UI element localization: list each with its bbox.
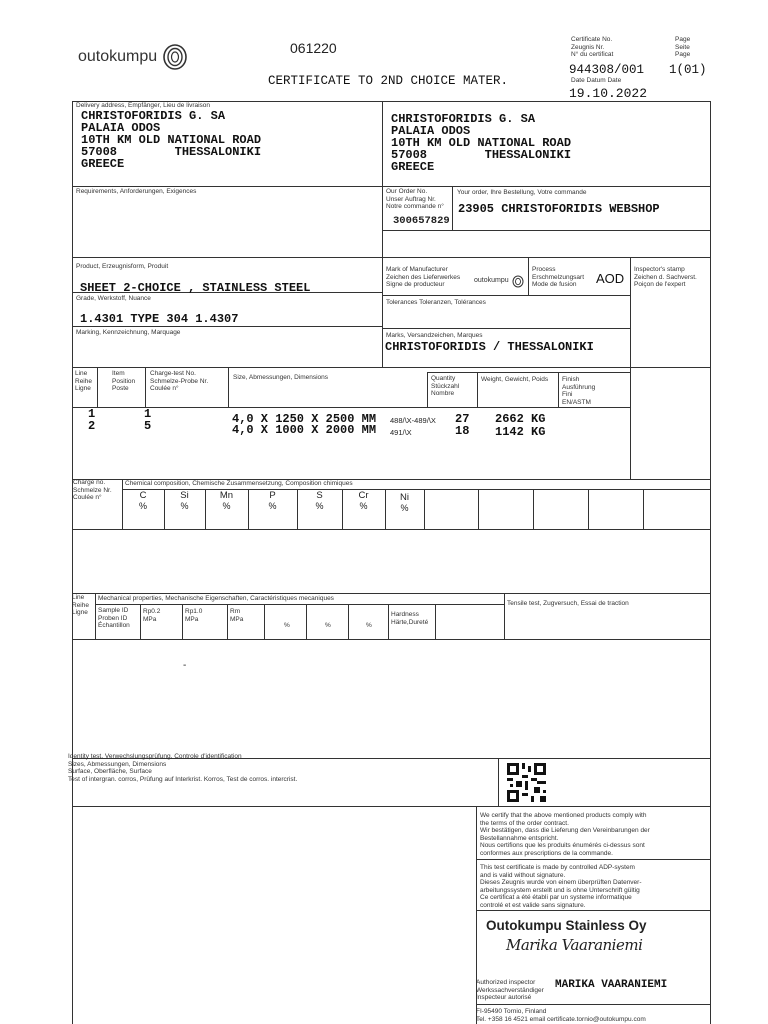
element-unit: %	[400, 503, 409, 513]
process-value: AOD	[596, 271, 625, 286]
delivery-line: 10TH KM OLD NATIONAL ROAD	[81, 133, 262, 147]
chemical-title: Chemical composition, Chemische Zusammensetzung, Composition chimiques	[125, 480, 353, 487]
row-quantity: 18	[455, 424, 470, 438]
chemical-element	[297, 490, 342, 511]
manufacturer-logo-text: outokumpu	[474, 277, 509, 284]
element-symbol: Si	[180, 490, 189, 501]
element-symbol: Ni	[400, 492, 409, 503]
product-label: Product, Erzeugnisform, Produit	[76, 263, 169, 270]
items-header-quantity: Quantity Stückzahl Nombre	[431, 375, 460, 397]
row-line: 2	[88, 419, 96, 433]
certify-statement: We certify that the above mentioned products comply with the terms of the order contract. Wir bestätigen, dass die Lieferung den Vereinbarungen der Bestellannahme entspricht. Nous certifions que les produits énumérés ci-dessus sont conformes aux prescriptions de la commande.	[480, 812, 650, 857]
items-header-finish: Finish Ausführung Fini EN/ASTM	[562, 376, 596, 406]
signature-text: Marika Vaaraniemi	[506, 936, 643, 954]
row-size: 4,0 X 1250 X 2500 MM	[232, 412, 377, 426]
tensile-test-label: Tensile test, Zugversuch, Essai de traction	[507, 600, 629, 607]
delivery-address-label: Delivery address, Empfänger, Lieu de livraison	[76, 102, 211, 109]
rm-label: Rm MPa	[230, 608, 244, 623]
chemical-element	[248, 490, 297, 511]
authorized-inspector-name: MARIKA VAARANIEMI	[555, 979, 668, 991]
row-weight: 2662 KG	[495, 412, 546, 426]
element-symbol: P	[269, 490, 276, 501]
process-label: Process Erschmelzungsart Mode de fusion	[532, 266, 585, 288]
items-header-item: Item Position Poste	[112, 370, 136, 392]
customer-line: GREECE	[391, 160, 435, 174]
element-symbol: C	[139, 490, 147, 501]
qr-code-icon	[507, 763, 546, 802]
footer-address: FI-95490 Tornio, Finland	[476, 1008, 547, 1015]
hardness-label: Hardness Härte,Dureté	[391, 611, 429, 626]
element-unit: %	[315, 501, 324, 511]
mechanical-title: Mechanical properties, Mechanische Eigenschaften, Caractéristiques mecaniques	[98, 595, 334, 602]
element-unit: %	[268, 501, 277, 511]
elongation-percent-label: %	[366, 622, 372, 629]
our-order-label: Our Order No. Unser Auftrag Nr. Notre commande n°	[386, 188, 444, 210]
chemical-element	[122, 490, 164, 511]
element-unit: %	[138, 501, 147, 511]
row-item: 5	[144, 419, 152, 433]
items-header-line: Line Reihe Ligne	[75, 370, 92, 392]
certificate-number: 944308/001	[569, 63, 645, 77]
product-value: SHEET 2-CHOICE , STAINLESS STEEL	[80, 281, 311, 295]
row-charge: 488/\X-489/\X	[390, 416, 436, 425]
customer-line: PALAIA ODOS	[391, 124, 471, 138]
chemical-element	[205, 490, 248, 511]
sample-id-label: Sample ID Proben ID Échantillon	[98, 607, 130, 629]
signature	[506, 932, 646, 966]
row-quantity: 27	[455, 412, 470, 426]
element-symbol: S	[316, 490, 323, 501]
signing-company: Outokumpu Stainless Oy	[486, 918, 647, 933]
row-item: 1	[144, 407, 152, 421]
mechanical-line-label: Line Reihe Ligne	[72, 594, 89, 616]
cert-no-label: Certificate No. Zeugnis Nr. N° du certificat	[571, 36, 614, 58]
chemical-element	[342, 490, 385, 511]
empty-value-dash: -	[183, 660, 187, 671]
page-number: 1(01)	[669, 63, 707, 77]
element-unit: %	[359, 501, 368, 511]
logo-swirl-icon	[512, 275, 524, 288]
marking-label: Marking, Kennzeichnung, Marquage	[76, 329, 181, 336]
grade-value: 1.4301 TYPE 304 1.4307	[80, 312, 239, 326]
chemical-charge-label: Charge no. Schmelze Nr. Coulée n°	[73, 479, 112, 501]
logo-swirl-icon	[162, 43, 188, 71]
page-label: Page Seite Page	[675, 36, 691, 58]
your-order-label: Your order, Ihre Bestellung, Votre commande	[457, 189, 587, 196]
delivery-address	[81, 110, 261, 170]
element-symbol: Mn	[219, 490, 234, 501]
logo-wordmark: outokumpu	[78, 48, 158, 65]
date-label: Date Datum Date	[571, 77, 622, 84]
marks-value: CHRISTOFORIDIS / THESSALONIKI	[385, 340, 594, 354]
your-order-value: 23905 CHRISTOFORIDIS WEBSHOP	[458, 202, 660, 216]
marks-label: Marks, Versandzeichen, Marques	[386, 332, 483, 339]
footer-contact: Tel. +358 16 4521 email certificate.tornio@outokumpu.com	[476, 1016, 646, 1023]
row-size: 4,0 X 1000 X 2000 MM	[232, 423, 377, 437]
tolerances-label: Tolerances Toleranzen, Tolérances	[386, 299, 486, 306]
adp-statement: This test certificate is made by controlled ADP-system and is valid without signature. Dieses Zeugnis wurde von einem überprüften Datenver- arbeitungssystem erstellt und is ohne Unterschrift gültig Ce certificat a été établi par un systeme informatique controlé et est valide sans signature.	[480, 864, 642, 909]
manufacturer-mark-label: Mark of Manufacturer Zeichen des Lieferwerkes Signe de producteur	[386, 266, 461, 288]
customer-line: 57008 THESSALONIKI	[391, 148, 572, 162]
table-row	[0, 407, 710, 426]
element-unit: %	[180, 501, 189, 511]
identity-test-label: Identity test, Verwechslungsprüfung, Controle d'identification Sizes, Abmessungen, Dimensions Surface, Oberfläche, Surface Test of intergran. corros, Prüfung auf Interkrist. Korros, Test de corros. intercrist.	[68, 753, 298, 783]
manufacturer-logo	[474, 274, 526, 290]
customer-line: CHRISTOFORIDIS G. SA	[391, 112, 536, 126]
customer-address	[391, 113, 571, 173]
chemical-element	[385, 492, 424, 513]
row-line: 1	[88, 407, 96, 421]
row-charge: 491/\X	[390, 428, 412, 437]
authorized-inspector-label: Authorized inspector Werkssachverständiger Inspecteur autorisé	[476, 979, 544, 1001]
items-header-weight: Weight, Gewicht, Poids	[481, 376, 549, 383]
delivery-line: GREECE	[81, 157, 125, 171]
elongation-percent-label: %	[284, 622, 290, 629]
document-code: 061220	[290, 40, 337, 56]
certificate-date: 19.10.2022	[569, 86, 648, 101]
rp10-label: Rp1.0 MPa	[185, 608, 203, 623]
element-symbol: Cr	[358, 490, 369, 501]
elongation-percent-label: %	[325, 622, 331, 629]
document-title: CERTIFICATE TO 2ND CHOICE MATER.	[268, 74, 509, 88]
items-header-charge: Charge-test No. Schmelze-Probe Nr. Coulée n°	[150, 370, 209, 392]
items-header-size: Size, Abmessungen, Dimensions	[233, 374, 329, 381]
rp02-label: Rp0.2 MPa	[143, 608, 161, 623]
row-weight: 1142 KG	[495, 425, 546, 439]
customer-line: 10TH KM OLD NATIONAL ROAD	[391, 136, 572, 150]
delivery-line: PALAIA ODOS	[81, 121, 161, 135]
delivery-line: CHRISTOFORIDIS G. SA	[81, 109, 226, 123]
our-order-number: 300657829	[393, 215, 450, 227]
delivery-line: 57008 THESSALONIKI	[81, 145, 262, 159]
element-unit: %	[222, 501, 231, 511]
chemical-element	[164, 490, 205, 511]
requirements-label: Requirements, Anforderungen, Exigences	[76, 188, 197, 195]
grade-label: Grade, Werkstoff, Nuance	[76, 295, 151, 302]
company-logo	[78, 40, 198, 74]
inspector-stamp-label: Inspector's stamp Zeichen d. Sachverst. Poiçon de l'expert	[634, 266, 697, 288]
